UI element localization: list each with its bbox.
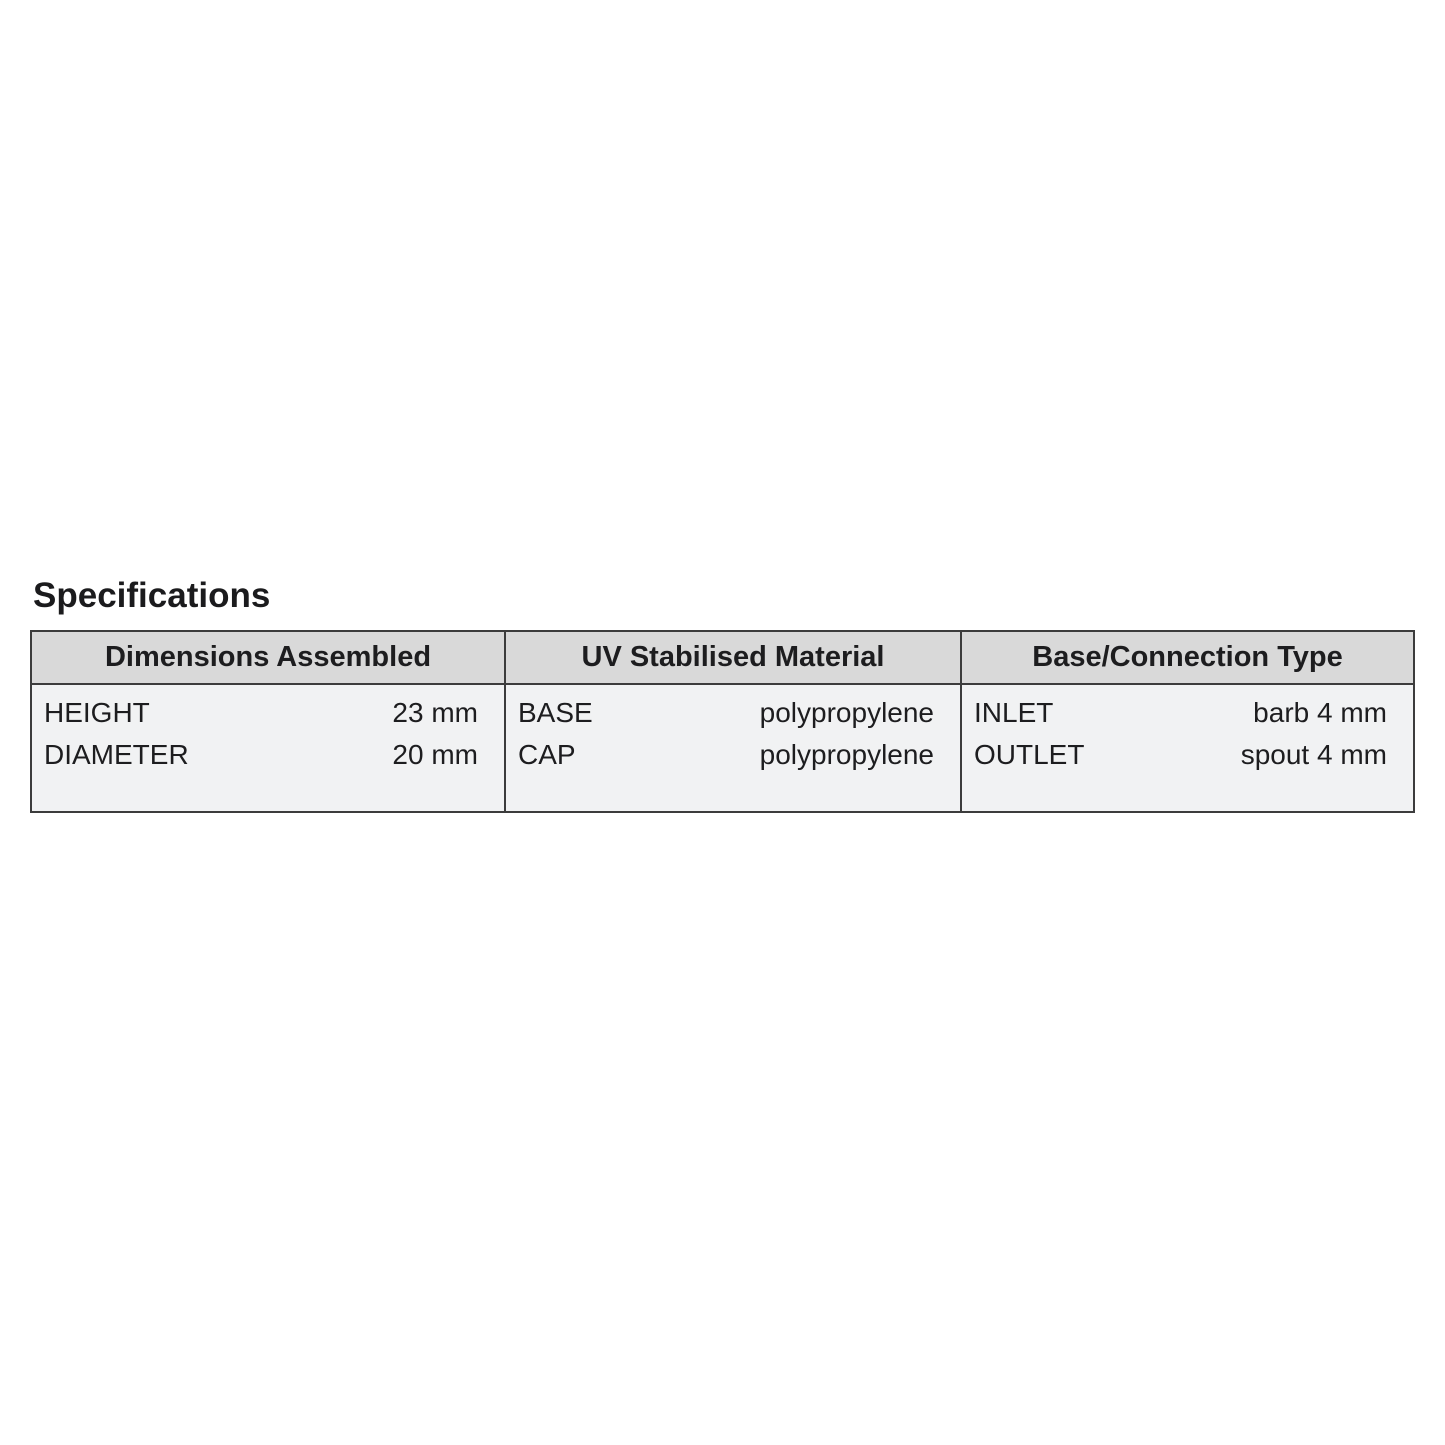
spec-value: spout 4 mm bbox=[1240, 739, 1387, 770]
spec-label: DIAMETER bbox=[44, 739, 189, 770]
table-row bbox=[44, 734, 478, 776]
table-row bbox=[974, 692, 1387, 734]
cell-base-connection-type bbox=[962, 685, 1413, 811]
spec-label: INLET bbox=[974, 697, 1054, 728]
table-row bbox=[974, 734, 1387, 776]
table-row bbox=[518, 692, 934, 734]
column-header-dimensions-assembled: Dimensions Assembled bbox=[32, 632, 506, 685]
table-row bbox=[44, 692, 478, 734]
spec-value: 20 mm bbox=[392, 739, 478, 770]
spec-value: polypropylene bbox=[759, 739, 934, 770]
spec-label: HEIGHT bbox=[44, 697, 150, 728]
cell-uv-stabilised-material bbox=[506, 685, 962, 811]
spec-label: OUTLET bbox=[974, 739, 1085, 770]
column-header-uv-stabilised-material: UV Stabilised Material bbox=[506, 632, 962, 685]
spec-value: barb 4 mm bbox=[1253, 697, 1387, 728]
cell-dimensions-assembled bbox=[32, 685, 506, 811]
page-title: Specifications bbox=[33, 576, 271, 615]
spec-label: CAP bbox=[518, 739, 576, 770]
column-header-base-connection-type: Base/Connection Type bbox=[962, 632, 1413, 685]
spec-value: 23 mm bbox=[392, 697, 478, 728]
table-row bbox=[518, 734, 934, 776]
spec-label: BASE bbox=[518, 697, 593, 728]
specifications-table bbox=[30, 630, 1415, 813]
spec-value: polypropylene bbox=[759, 697, 934, 728]
